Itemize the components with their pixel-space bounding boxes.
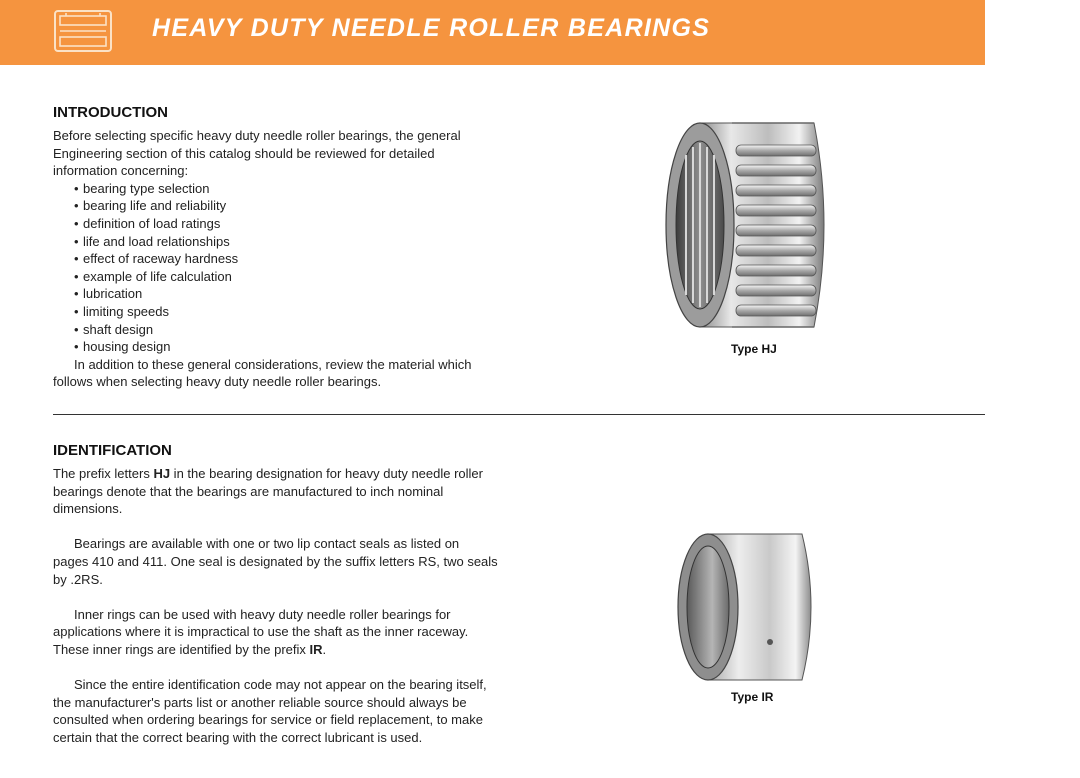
introduction-body bbox=[53, 127, 498, 391]
bullet-icon: • bbox=[74, 286, 79, 302]
bullet-icon: • bbox=[74, 251, 79, 267]
type-hj-caption: Type HJ bbox=[731, 342, 777, 356]
text-segment: The prefix letters bbox=[53, 466, 154, 481]
identification-paragraph-ordering: Since the entire identification code may not appear on the bearing itself, the manufacturer's parts list or another reliable source should always be consulted when ordering bearings for service or field replacement, to make certain that the correct bearing with the correct lubricant is used. bbox=[53, 677, 487, 745]
consideration-item bbox=[74, 233, 498, 251]
needle-roller-bearing-image bbox=[662, 115, 837, 335]
consideration-item bbox=[74, 303, 498, 321]
bullet-icon: • bbox=[74, 215, 79, 231]
consideration-item bbox=[74, 180, 498, 198]
identification-paragraph-seals: Bearings are available with one or two lip contact seals as listed on pages 410 and 411. One seal is designated by the suffix letters RS, two seals by .2RS. bbox=[53, 536, 498, 587]
bullet-icon: • bbox=[74, 180, 79, 196]
introduction-heading: INTRODUCTION bbox=[53, 104, 168, 121]
consideration-text: limiting speeds bbox=[83, 303, 169, 319]
bullet-icon: • bbox=[74, 321, 79, 337]
consideration-text: effect of raceway hardness bbox=[83, 251, 239, 267]
consideration-item bbox=[74, 215, 498, 233]
bullet-icon: • bbox=[74, 268, 79, 284]
bullet-icon: • bbox=[74, 303, 79, 319]
bearing-logo-icon bbox=[52, 8, 114, 54]
consideration-text: life and load relationships bbox=[83, 233, 230, 249]
identification-body bbox=[53, 465, 498, 747]
bullet-icon: • bbox=[74, 339, 79, 355]
text-segment: Inner rings can be used with heavy duty needle roller bearings for applications where it is impractical to use the shaft as the inner raceway. These inner rings are identified by the prefix bbox=[53, 606, 469, 657]
consideration-item bbox=[74, 250, 498, 268]
bullet-icon: • bbox=[74, 233, 79, 249]
inner-ring-image bbox=[674, 528, 826, 686]
consideration-text: shaft design bbox=[83, 321, 154, 337]
consideration-text: housing design bbox=[83, 339, 171, 355]
type-ir-caption: Type IR bbox=[731, 690, 774, 704]
header-banner bbox=[0, 0, 985, 65]
consideration-text: definition of load ratings bbox=[83, 215, 221, 231]
consideration-text: bearing type selection bbox=[83, 180, 210, 196]
consideration-item bbox=[74, 268, 498, 286]
introduction-closing: In addition to these general considerations, review the material which follows when selecting heavy duty needle roller bearings. bbox=[53, 356, 472, 390]
text-segment: in the bearing designation for heavy duty needle roller bearings denote that the bearings are manufactured to inch nominal dimensions. bbox=[53, 466, 483, 517]
bullet-icon: • bbox=[74, 198, 79, 214]
ir-prefix: IR bbox=[309, 641, 323, 657]
page-title: HEAVY DUTY NEEDLE ROLLER BEARINGS bbox=[152, 14, 711, 42]
consideration-item bbox=[74, 338, 498, 356]
introduction-paragraph: Before selecting specific heavy duty needle roller bearings, the general Engineering section of this catalog should be reviewed for detailed information concerning: bbox=[53, 128, 461, 179]
section-divider bbox=[53, 414, 985, 415]
hj-prefix: HJ bbox=[153, 466, 171, 481]
consideration-item bbox=[74, 321, 498, 339]
identification-paragraph-inner-rings bbox=[53, 606, 498, 659]
consideration-text: lubrication bbox=[83, 286, 143, 302]
consideration-text: bearing life and reliability bbox=[83, 198, 227, 214]
consideration-item bbox=[74, 197, 498, 215]
consideration-list bbox=[53, 180, 498, 356]
text-segment: . bbox=[322, 641, 327, 657]
consideration-item bbox=[74, 285, 498, 303]
identification-paragraph-prefix bbox=[53, 465, 498, 518]
consideration-text: example of life calculation bbox=[83, 268, 232, 284]
identification-heading: IDENTIFICATION bbox=[53, 442, 172, 459]
